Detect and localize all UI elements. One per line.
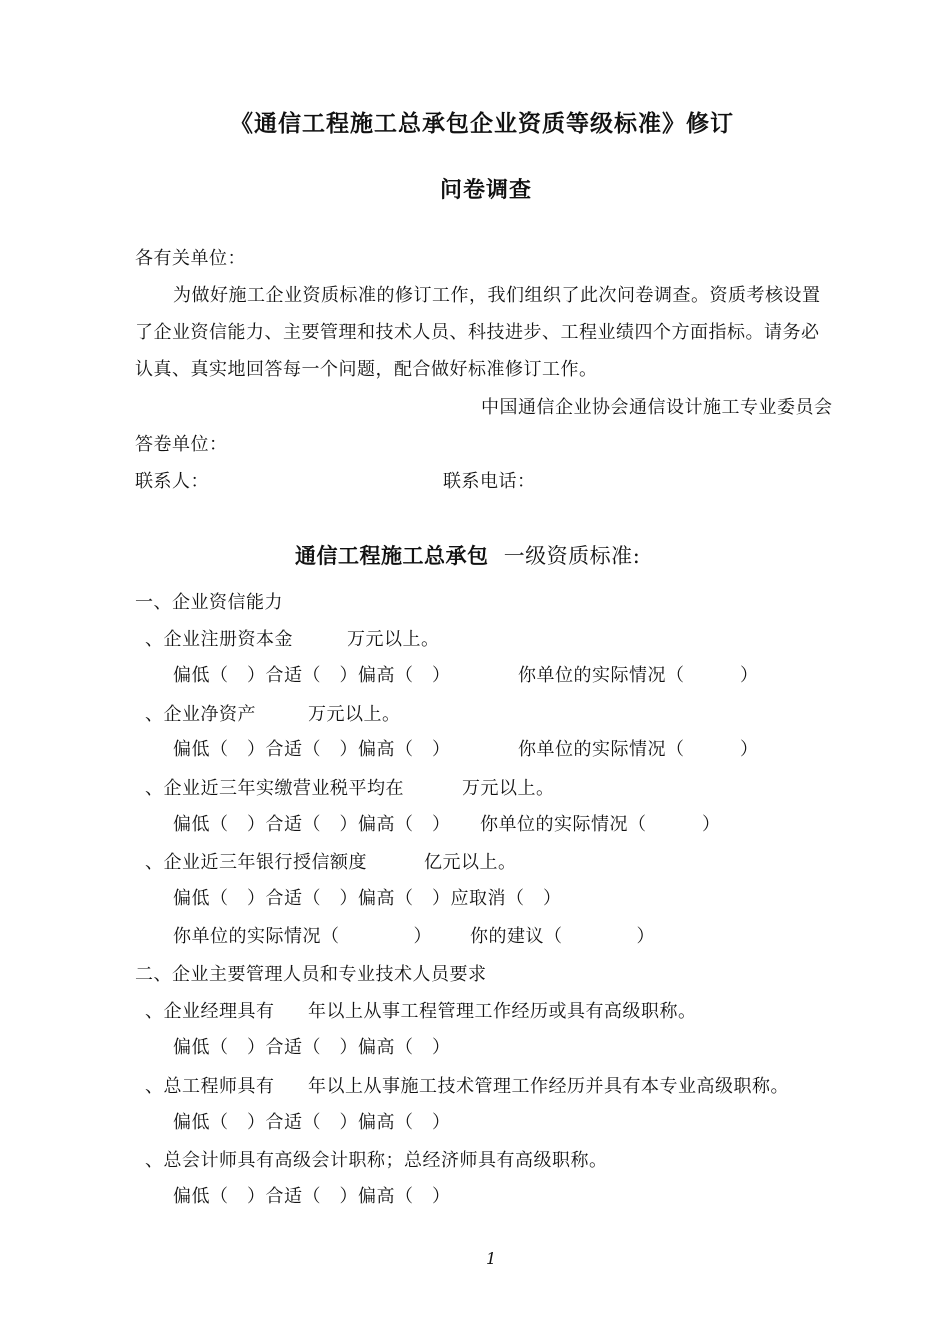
part1-q1-options: 偏低（ ）合适（ ）偏高（ ） (173, 665, 451, 686)
section-title-end: : (632, 544, 641, 568)
part1-q4: 、企业近三年银行授信额度 (145, 852, 367, 873)
part2-q1-rest: 年以上从事工程管理工作经历或具有高级职称。 (308, 1001, 697, 1022)
part1-q3-options: 偏低（ ）合适（ ）偏高（ ） (173, 814, 451, 835)
part1-q2-unit: 万元以上。 (308, 704, 401, 725)
part1-q2: 、企业净资产 (145, 704, 256, 725)
part1-q2-options: 偏低（ ）合适（ ）偏高（ ） (173, 739, 451, 760)
part2-q2: 、总工程师具有 (145, 1076, 275, 1097)
part1-q2-actual: 你单位的实际情况（ ） (518, 739, 759, 760)
part1-q1: 、企业注册资本金 (145, 629, 293, 650)
part1-q3-actual: 你单位的实际情况（ ） (480, 814, 721, 835)
part2-q2-options: 偏低（ ）合适（ ）偏高（ ） (173, 1112, 451, 1133)
part1-q4-unit: 亿元以上。 (424, 852, 517, 873)
part2-q1-options: 偏低（ ）合适（ ）偏高（ ） (173, 1037, 451, 1058)
contact-phone-label: 联系电话： (443, 471, 536, 492)
greeting: 各有关单位： (135, 248, 246, 269)
part2-q1: 、企业经理具有 (145, 1001, 275, 1022)
part2-heading: 二、企业主要管理人员和专业技术人员要求 (135, 964, 487, 985)
organization-signature: 中国通信企业协会通信设计施工专业委员会 (481, 397, 833, 418)
part1-q4-suggestion: 你的建议（ ） (470, 926, 655, 947)
page-number: 1 (486, 1249, 497, 1268)
section-title-rest: 一级资质标准 (503, 544, 633, 568)
part1-q3-unit: 万元以上。 (462, 778, 555, 799)
document-title: 《通信工程施工总承包企业资质等级标准》修订 (230, 111, 734, 137)
document-subtitle: 问卷调查 (440, 178, 533, 203)
part1-q3: 、企业近三年实缴营业税平均在 (145, 778, 404, 799)
section-title (295, 543, 640, 569)
part1-q4-options: 偏低（ ）合适（ ）偏高（ ）应取消（ ） (173, 888, 562, 909)
section-title-bold: 通信工程施工总承包 (295, 544, 489, 568)
intro-line-3: 认真、真实地回答每一个问题，配合做好标准修订工作。 (135, 359, 598, 380)
part1-q1-actual: 你单位的实际情况（ ） (518, 665, 759, 686)
part2-q3: 、总会计师具有高级会计职称；总经济师具有高级职称。 (145, 1150, 608, 1171)
part2-q2-rest: 年以上从事施工技术管理工作经历并具有本专业高级职称。 (308, 1076, 789, 1097)
contact-person-label: 联系人： (135, 471, 209, 492)
part1-q4-actual: 你单位的实际情况（ ） (173, 926, 432, 947)
respondent-unit-label: 答卷单位： (135, 434, 228, 455)
intro-line-2: 了企业资信能力、主要管理和技术人员、科技进步、工程业绩四个方面指标。请务必 (135, 322, 820, 343)
part1-q1-unit: 万元以上。 (347, 629, 440, 650)
intro-line-1: 为做好施工企业资质标准的修订工作，我们组织了此次问卷调查。资质考核设置 (173, 285, 821, 306)
part2-q3-options: 偏低（ ）合适（ ）偏高（ ） (173, 1186, 451, 1207)
part1-heading: 一、企业资信能力 (135, 592, 283, 613)
